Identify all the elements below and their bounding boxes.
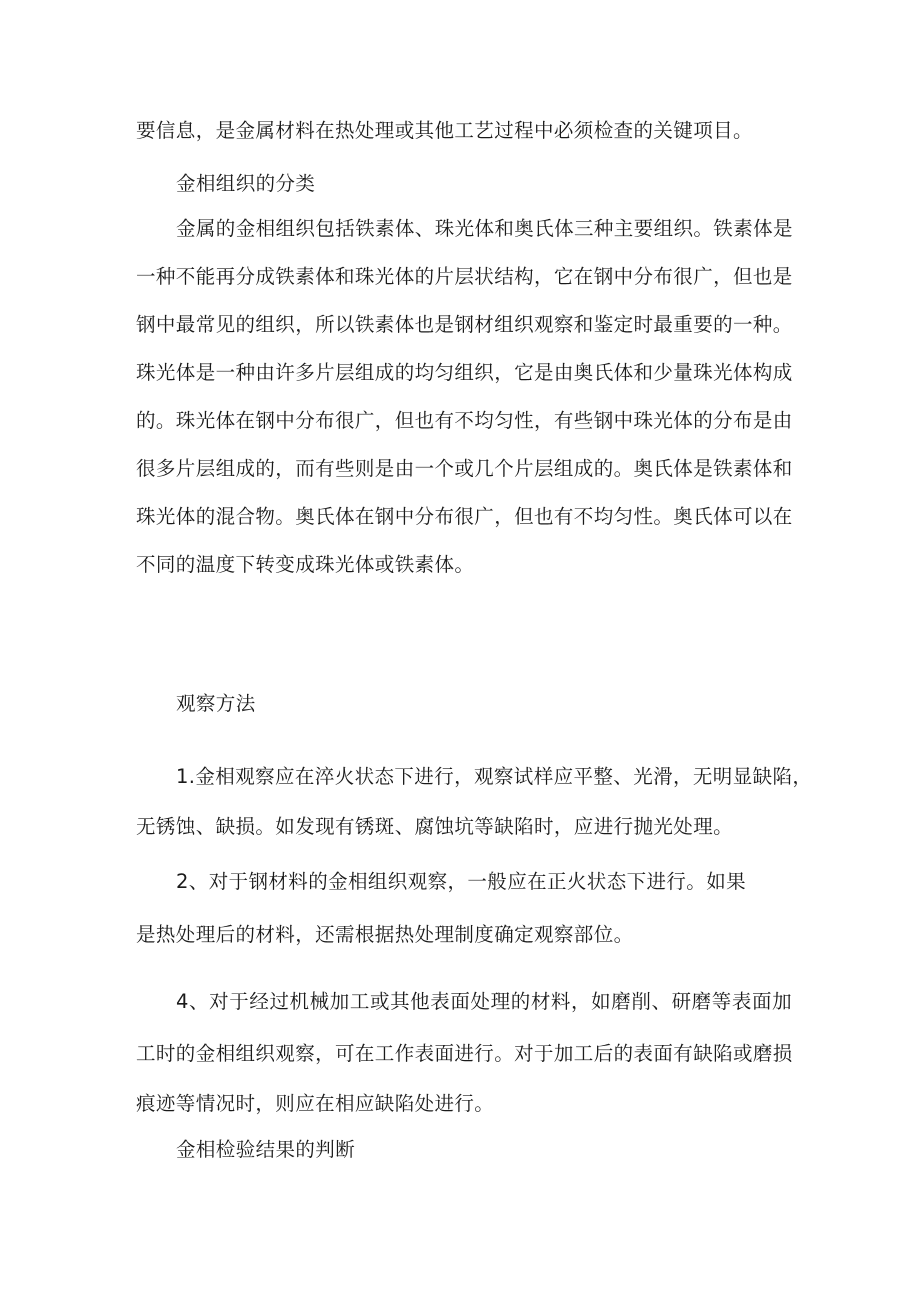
paragraph-line: 一种不能再分成铁素体和珠光体的片层状结构，它在钢中分布很广，但也是 (136, 265, 793, 288)
section-heading: 金相检验结果的判断 (176, 1138, 356, 1161)
paragraph-line: 很多片层组成的，而有些则是由一个或几个片层组成的。奥氏体是铁素体和 (136, 457, 793, 480)
paragraph-line: 珠光体是一种由许多片层组成的均匀组织，它是由奥氏体和少量珠光体构成 (136, 361, 793, 384)
paragraph-line: 4、对于经过机械加工或其他表面处理的材料，如磨削、研磨等表面加 (176, 990, 792, 1013)
paragraph-line: 要信息，是金属材料在热处理或其他工艺过程中必须检查的关键项目。 (136, 119, 753, 142)
paragraph-line: 2、对于钢材料的金相组织观察，一般应在正火状态下进行。如果 (176, 870, 747, 893)
paragraph-line: 1.金相观察应在淬火状态下进行，观察试样应平整、光滑，无明显缺陷， (176, 765, 813, 788)
paragraph-line: 无锈蚀、缺损。如发现有锈斑、腐蚀坑等缺陷时，应进行抛光处理。 (136, 815, 734, 838)
paragraph-line: 金属的金相组织包括铁素体、珠光体和奥氏体三种主要组织。铁素体是 (176, 217, 793, 240)
section-heading: 金相组织的分类 (176, 172, 316, 195)
paragraph-line: 不同的温度下转变成珠光体或铁素体。 (136, 553, 475, 576)
paragraph-line: 工时的金相组织观察，可在工作表面进行。对于加工后的表面有缺陷或磨损 (136, 1042, 793, 1065)
paragraph-line: 是热处理后的材料，还需根据热处理制度确定观察部位。 (136, 923, 634, 946)
section-heading: 观察方法 (176, 692, 256, 715)
paragraph-line: 的。珠光体在钢中分布很广，但也有不均匀性，有些钢中珠光体的分布是由 (136, 409, 793, 432)
paragraph-line: 钢中最常见的组织，所以铁素体也是钢材组织观察和鉴定时最重要的一种。 (136, 313, 793, 336)
paragraph-line: 珠光体的混合物。奥氏体在钢中分布很广，但也有不均匀性。奥氏体可以在 (136, 505, 793, 528)
paragraph-line: 痕迹等情况时，则应在相应缺陷处进行。 (136, 1092, 495, 1115)
